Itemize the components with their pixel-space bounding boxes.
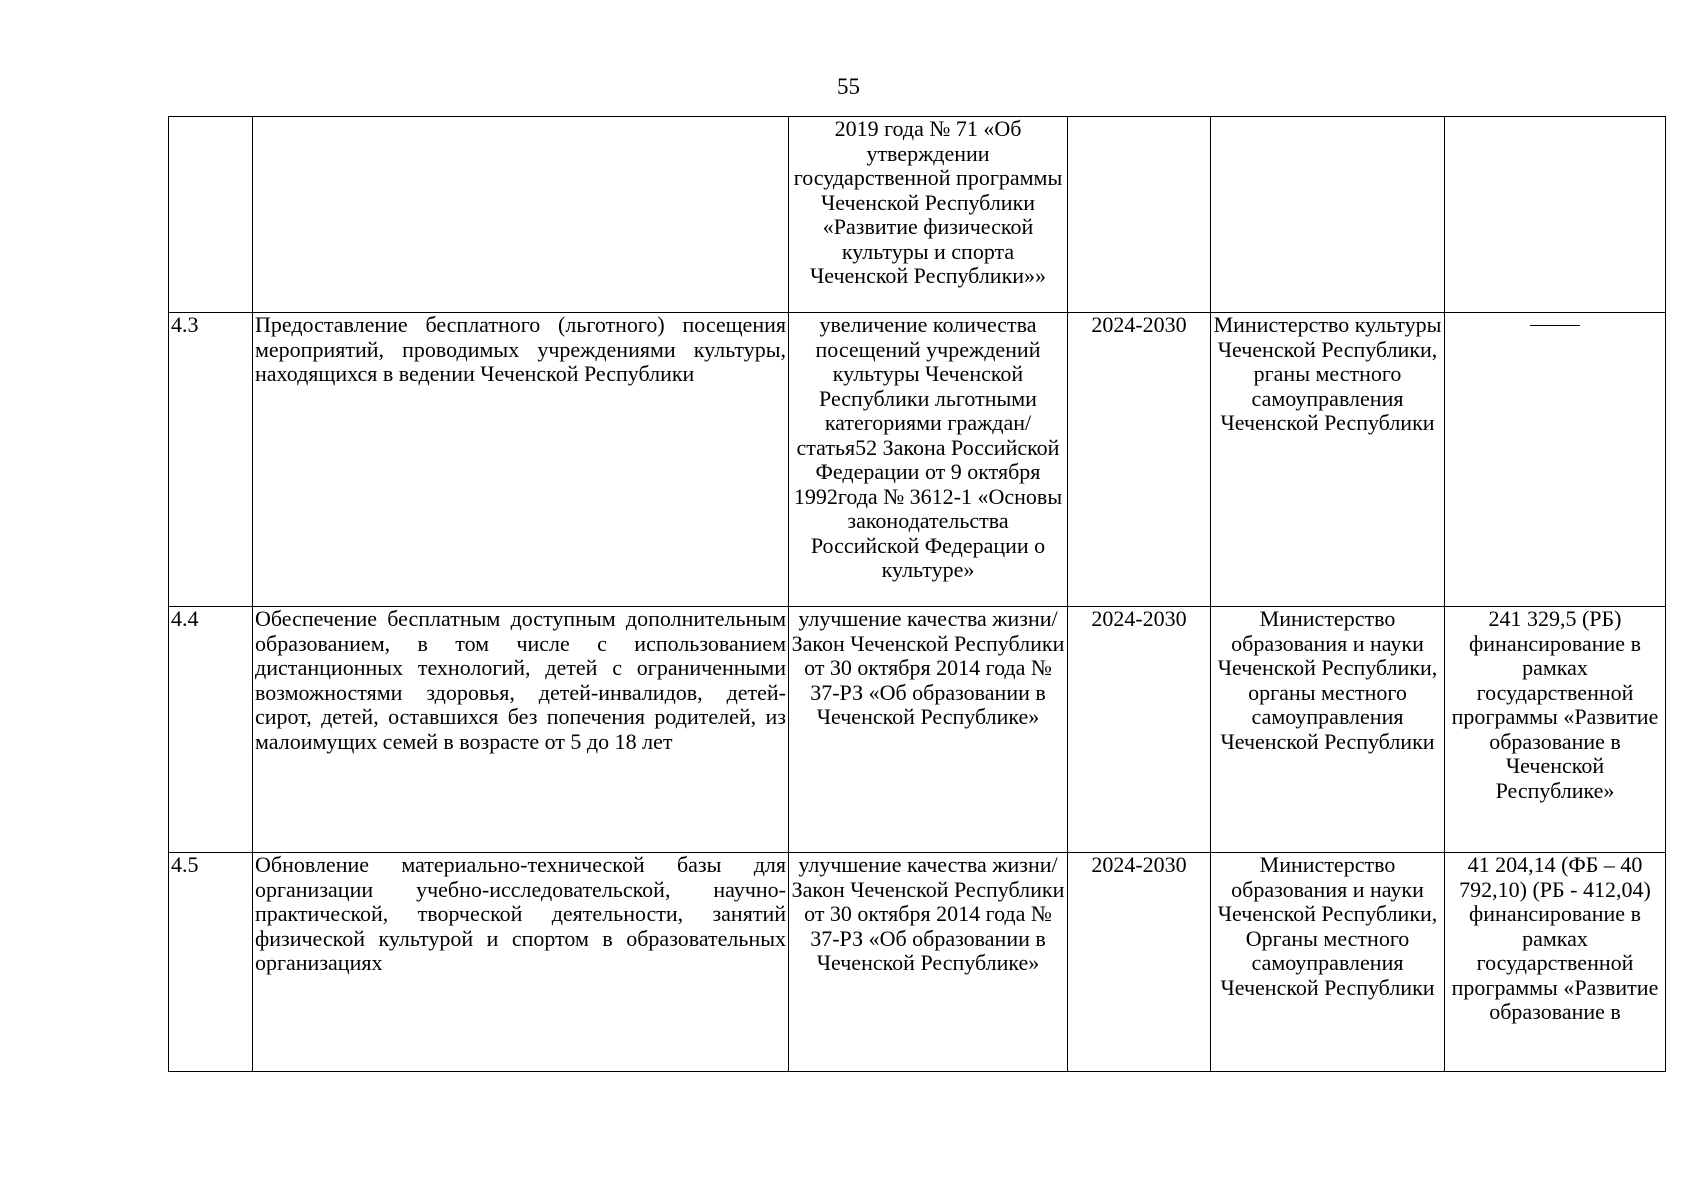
- expected-result-cell: улучшение качества жизни/ Закон Чеченской Республики от 30 октября 2014 года № 37-РЗ «Об образовании в Чеченской Республике»: [789, 607, 1068, 853]
- executor-cell: Министерство культуры Чеченской Республики, рганы местного самоуправления Чеченской Республики: [1211, 313, 1445, 607]
- executor-cell: Министерство образования и науки Чеченской Республики, Органы местного самоуправления Чеченской Республики: [1211, 853, 1445, 1072]
- period-cell: 2024-2030: [1068, 853, 1211, 1072]
- table-row: [169, 117, 1666, 313]
- page-number: 55: [837, 74, 860, 99]
- measure-description-cell: [253, 117, 789, 313]
- financing-cell: 41 204,14 (ФБ – 40 792,10) (РБ - 412,04) финансирование в рамках государственной программы «Развитие образование в: [1445, 853, 1666, 1072]
- expected-result-cell: 2019 года № 71 «Об утверждении государственной программы Чеченской Республики «Развитие физической культуры и спорта Чеченской Республики»»: [789, 117, 1068, 313]
- empty-financing-dash: [1530, 325, 1580, 326]
- financing-cell: 241 329,5 (РБ) финансирование в рамках государственной программы «Развитие образование в Чеченской Республике»: [1445, 607, 1666, 853]
- expected-result-cell: увеличение количества посещений учреждений культуры Чеченской Республики льготными категориями граждан/ статья52 Закона Российской Федерации от 9 октября 1992года № 3612-1 «Основы законодательства Российской Федерации о культуре»: [789, 313, 1068, 607]
- period-cell: 2024-2030: [1068, 607, 1211, 853]
- measure-description-cell: Обеспечение бесплатным доступным дополнительным образованием, в том числе с использованием дистанционных технологий, детей с ограниченными возможностями здоровья, детей-инвалидов, детей-сирот, детей, оставшихся без попечения родителей, из малоимущих семей в возрасте от 5 до 18 лет: [253, 607, 789, 853]
- executor-cell: Министерство образования и науки Чеченской Республики, органы местного самоуправления Чеченской Республики: [1211, 607, 1445, 853]
- period-cell: 2024-2030: [1068, 313, 1211, 607]
- row-number-cell: 4.5: [169, 853, 253, 1072]
- row-number-cell: 4.4: [169, 607, 253, 853]
- financing-cell: [1445, 117, 1666, 313]
- table-row: [169, 607, 1666, 853]
- measure-description-cell: Предоставление бесплатного (льготного) посещения мероприятий, проводимых учреждениями культуры, находящихся в ведении Чеченской Республики: [253, 313, 789, 607]
- table-row: [169, 853, 1666, 1072]
- table-row: [169, 313, 1666, 607]
- financing-cell: [1445, 313, 1666, 607]
- measure-description-cell: Обновление материально-технической базы для организации учебно-исследовательской, научно-практической, творческой деятельности, занятий физической культурой и спортом в образовательных организациях: [253, 853, 789, 1072]
- row-number-cell: 4.3: [169, 313, 253, 607]
- expected-result-cell: улучшение качества жизни/ Закон Чеченской Республики от 30 октября 2014 года № 37-РЗ «Об образовании в Чеченской Республике»: [789, 853, 1068, 1072]
- row-number-cell: [169, 117, 253, 313]
- period-cell: [1068, 117, 1211, 313]
- measures-table: [168, 116, 1666, 1072]
- executor-cell: [1211, 117, 1445, 313]
